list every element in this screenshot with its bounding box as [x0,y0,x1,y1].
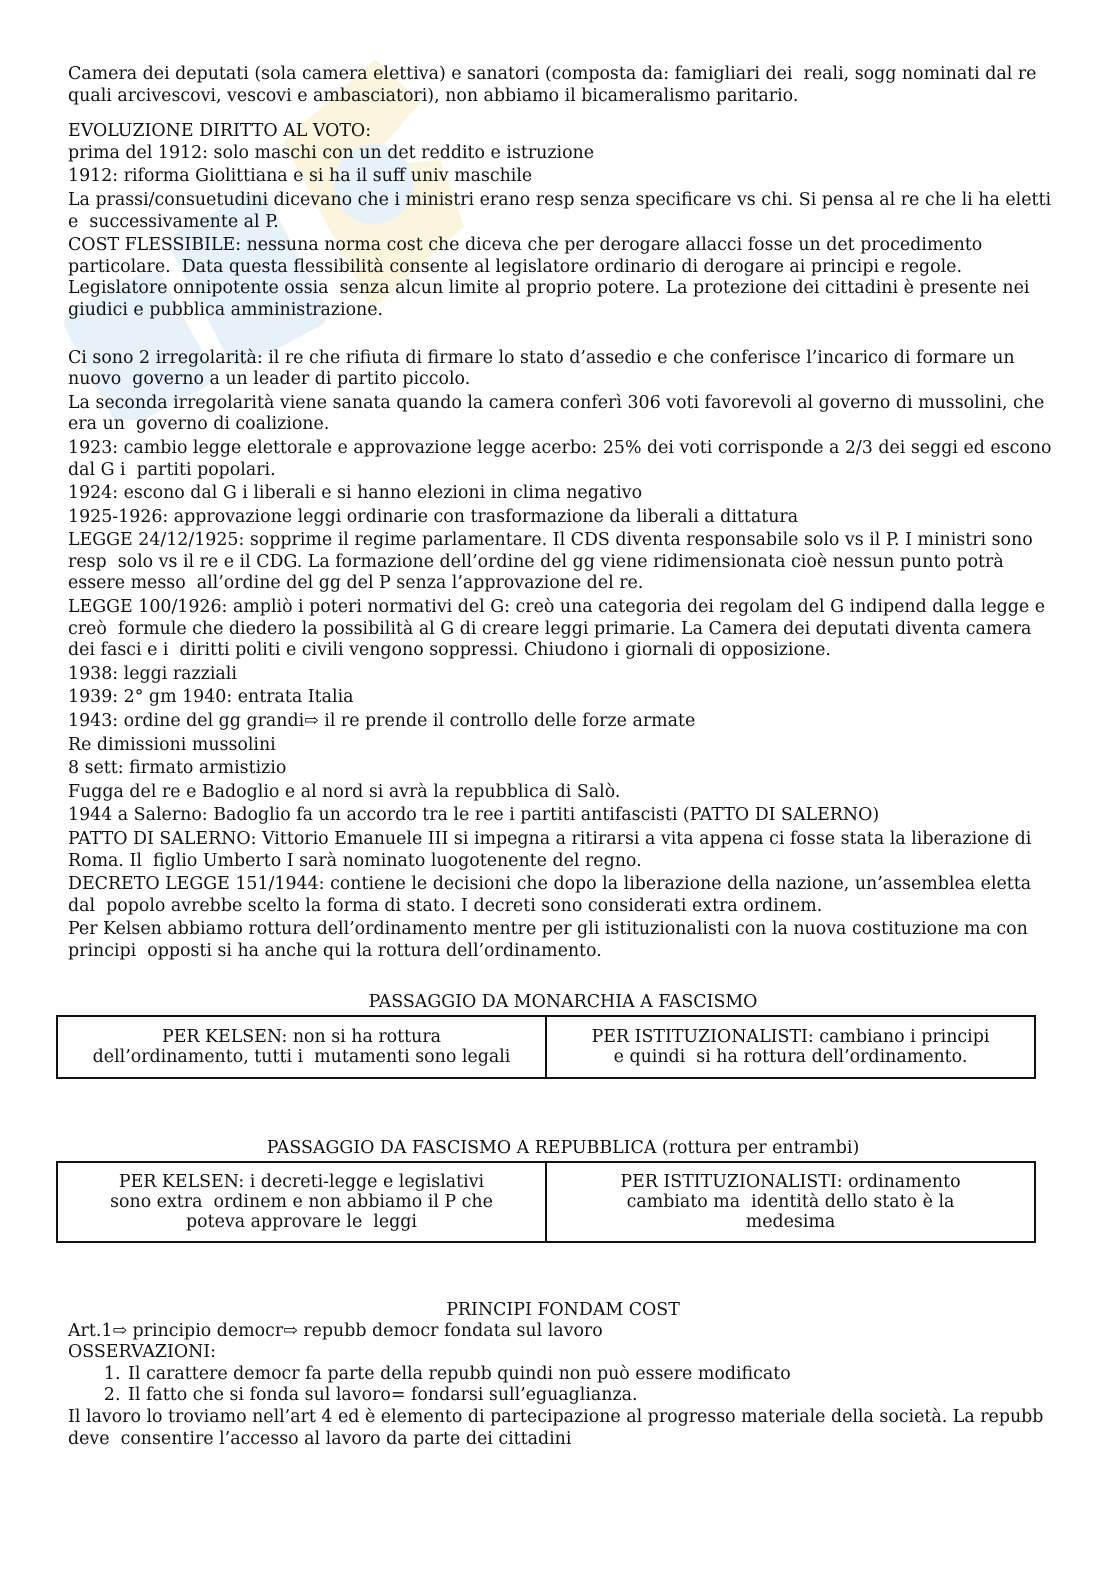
voto-paragraph: 1912: riforma Giolittiana e si ha il suff univ maschile [68,166,533,187]
istituzionalisti-cell: PER ISTITUZIONALISTI: ordinamento cambiato ma identità dello stato è la medesima [546,1162,1035,1242]
storia-paragraph: Ci sono 2 irregolarità: il re che rifiuta di firmare lo stato d’assedio e che conferisce l’incarico di formare un nuovo governo a un leader di partito piccolo. [68,347,1021,390]
storia-paragraph: 1939: 2° gm 1940: entrata Italia [68,687,354,708]
intro-paragraph: Camera dei deputati (sola camera elettiva) e sanatori (composta da: famigliari dei reali, sogg nominati dal re quali arcivescovi, vescovi e ambasciatori), non abbiamo il bicameralismo paritario. [68,64,1042,106]
storia-paragraph: 1943: ordine del gg grandi⇨ il re prende il controllo delle forze armate [68,711,696,732]
storia-paragraph: LEGGE 100/1926: ampliò i poteri normativi del G: creò una categoria dei regolam del G indipend dalla legge e creò formule che diedero la possibilità al G di creare leggi primarie. La Camera dei deputati diventa camera dei fasci e i diritti politi e civili vengono soppressi. Chiudono i giornali di opposizione. [68,597,1051,661]
table2-title: PASSAGGIO DA FASCISMO A REPUBBLICA (rottura per entrambi) [266,1137,860,1158]
table-row [57,1016,1035,1078]
storia-paragraph: 1924: escono dal G i liberali e si hanno elezioni in clima negativo [68,483,643,504]
storia-paragraph: La seconda irregolarità viene sanata quando la camera conferì 306 voti favorevoli al governo di mussolini, che era un governo di coalizione. [68,392,1050,435]
art1-line: Art.1⇨ principio democr⇨ repubb democr fondata sul lavoro [68,1320,603,1341]
voto-paragraph: prima del 1912: solo maschi con un det reddito e istruzione [68,142,595,163]
table1-title: PASSAGGIO DA MONARCHIA A FASCISMO [368,991,758,1012]
storia-paragraph: 1944 a Salerno: Badoglio fa un accordo tra le ree i partiti antifascisti (PATTO DI SALERNO) [68,805,880,826]
principi-title: PRINCIPI FONDAM COST [446,1299,680,1320]
storia-paragraph: 1925-1926: approvazione leggi ordinarie con trasformazione da liberali a dittatura [68,506,799,527]
istituzionalisti-cell: PER ISTITUZIONALISTI: cambiano i principi e quindi si ha rottura dell’ordinamento. [546,1016,1035,1078]
voto-paragraph: COST FLESSIBILE: nessuna norma cost che diceva che per derogare allacci fosse un det procedimento particolare. Data questa flessibilità consente al legislatore ordinario di derogare ai principi e regole. Legislatore onnipotente ossia senza alcun limite al proprio potere. La protezione dei cittadini è presente nei giudici e pubblica amministrazione. [68,235,1035,320]
storia-paragraph: Fugga del re e Badoglio e al nord si avrà la repubblica di Salò. [68,781,621,802]
list-item: 2. Il fatto che si fonda sul lavoro= fondarsi sull’eguaglianza. [126,1385,1058,1407]
voto-paragraph: La prassi/consuetudini dicevano che i ministri erano resp senza specificare vs chi. Si pensa al re che li ha eletti e successivamente al P. [68,189,1057,232]
document-page [68,64,1058,1450]
storia-paragraph: Per Kelsen abbiamo rottura dell’ordinamento mentre per gli istituzionalisti con la nuova costituzione ma con principi opposti si ha anche qui la rottura dell’ordinamento. [68,919,1034,961]
storia-paragraph: 1923: cambio legge elettorale e approvazione legge acerbo: 25% dei voti corrisponde a 2/3 dei seggi ed escono dal G i partiti popolari. [68,437,1058,480]
osservazioni-list [68,1364,1058,1407]
list-item: 1. Il carattere democr fa parte della repubb quindi non può essere modificato [126,1364,1058,1386]
intro-section [68,64,1058,107]
closing-paragraph: Il lavoro lo troviamo nell’art 4 ed è elemento di partecipazione al progresso materiale della società. La repubb deve consentire l’accesso al lavoro da parte dei cittadini [68,1406,1049,1449]
voto-section [68,143,1058,322]
storia-paragraph: PATTO DI SALERNO: Vittorio Emanuele III si impegna a ritirarsi a vita appena ci fosse stata la liberazione di Roma. Il figlio Umberto I sarà nominato luogotenente del regno. [68,829,1037,871]
voto-title: EVOLUZIONE DIRITTO AL VOTO: [68,121,372,142]
osservazioni-title: OSSERVAZIONI: [68,1342,217,1363]
storia-paragraph: DECRETO LEGGE 151/1944: contiene le decisioni che dopo la liberazione della nazione, un’assemblea eletta dal popolo avrebbe scelto la forma di stato. I decreti sono considerati extra ordinem. [68,874,1037,916]
kelsen-cell: PER KELSEN: non si ha rottura dell’ordinamento, tutti i mutamenti sono legali [57,1016,546,1078]
storia-paragraph: 1938: leggi razziali [68,663,237,684]
table-monarchia-fascismo [56,1015,1036,1079]
storia-paragraph: LEGGE 24/12/1925: sopprime il regime parlamentare. Il CDS diventa responsabile solo vs il P. I ministri sono resp solo vs il re e il CDG. La formazione dell’ordine del gg viene ridimensionata cioè nessun punto potrà essere messo all’ordine del gg del P senza l’approvazione del re. [68,530,1039,594]
storia-section [68,348,1058,963]
storia-paragraph: Re dimissioni mussolini [68,734,276,755]
table-row [57,1162,1035,1242]
table-fascismo-repubblica [56,1161,1036,1243]
kelsen-cell: PER KELSEN: i decreti-legge e legislativi sono extra ordinem e non abbiamo il P che poteva approvare le leggi [57,1162,546,1242]
storia-paragraph: 8 sett: firmato armistizio [68,758,287,779]
